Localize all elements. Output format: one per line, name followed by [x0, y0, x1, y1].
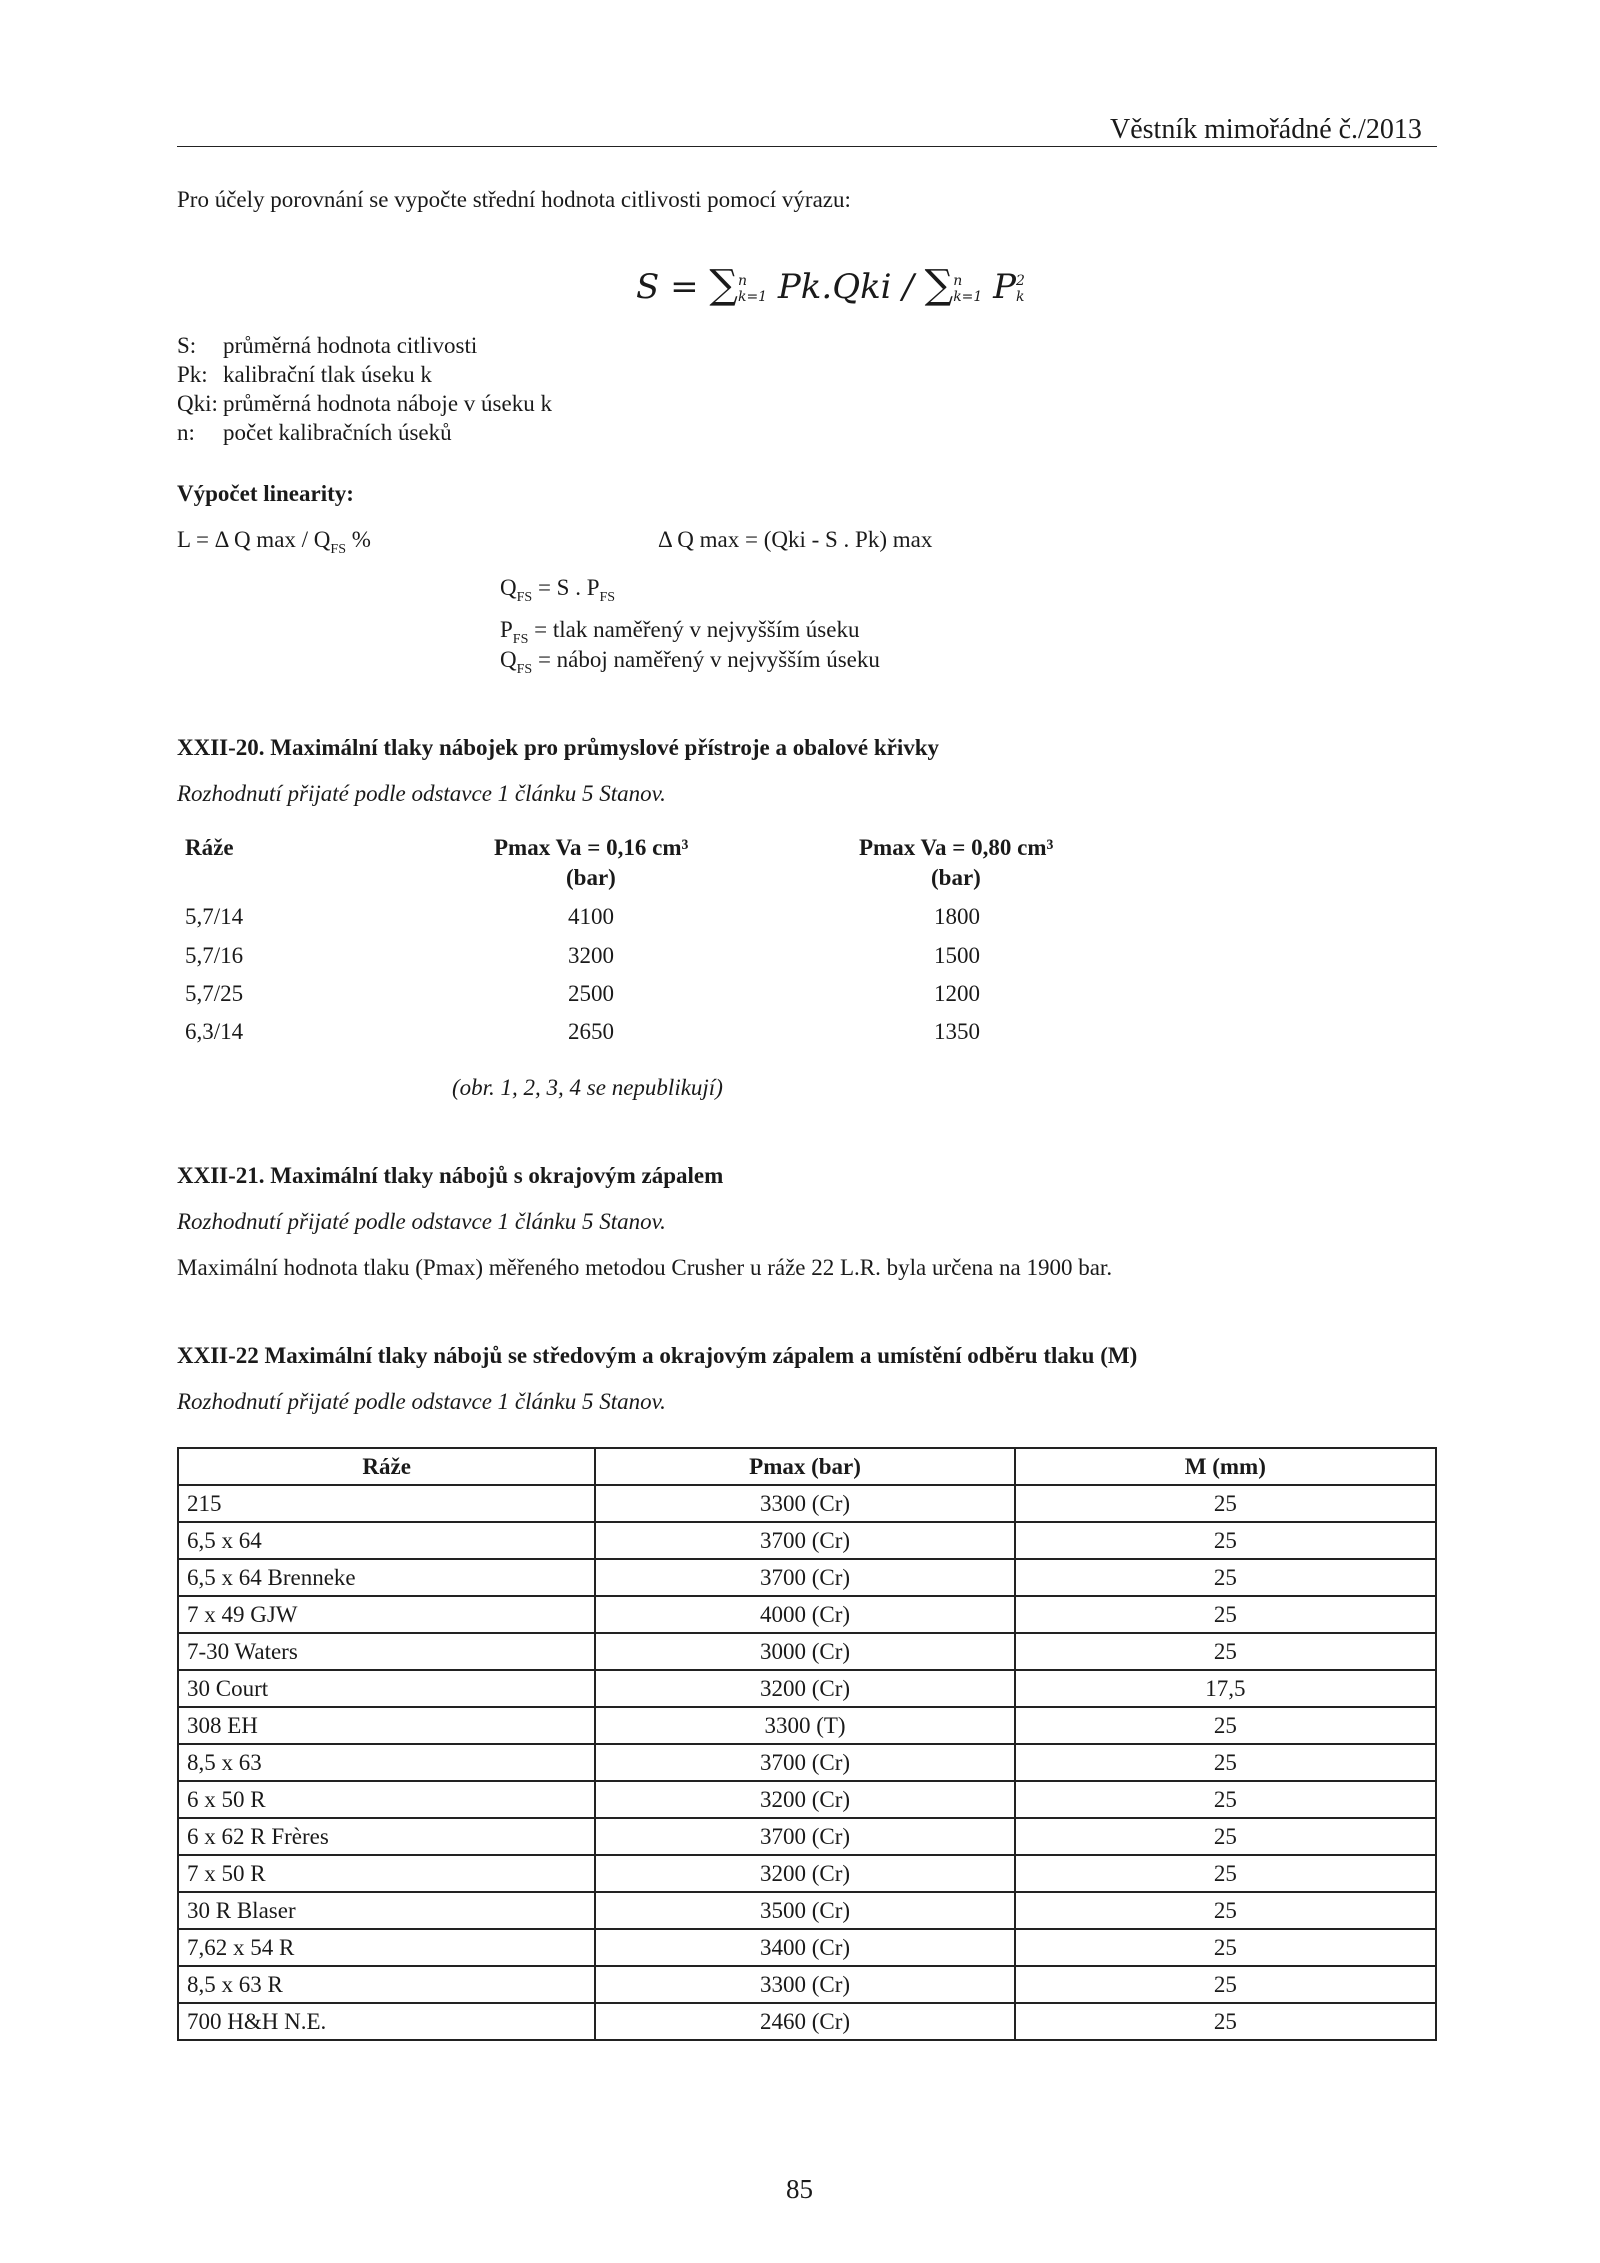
table-row: [178, 2003, 1436, 2040]
sum-limits-2: [953, 273, 982, 305]
cell-m: 25: [1015, 1522, 1436, 1559]
qfs-sub2: FS: [599, 590, 616, 605]
formula-exp: 2: [1016, 273, 1025, 289]
cell-pmax: 3300 (Cr): [595, 1485, 1014, 1522]
section-21-text: Maximální hodnota tlaku (Pmax) měřeného metodou Crusher u ráže 22 L.R. byla určena na 1900 bar.: [177, 1255, 1113, 1280]
table-row: [178, 1633, 1436, 1670]
cell-pmax: 4000 (Cr): [595, 1596, 1014, 1633]
sum-upper-1: n: [737, 273, 747, 289]
intro-text: Pro účely porovnání se vypočte střední hodnota citlivosti pomocí výrazu:: [177, 187, 851, 212]
col-header-m: M (mm): [1015, 1448, 1436, 1485]
linearity-heading: Výpočet linearity:: [177, 481, 354, 506]
s20-row-val-b: 1200: [934, 981, 980, 1006]
cell-m: 25: [1015, 1485, 1436, 1522]
table-row: [178, 1670, 1436, 1707]
s20-row-val-b: 1500: [934, 943, 980, 968]
s20-row-val-b: 1800: [934, 904, 980, 929]
linearity-eq-tail: %: [345, 527, 371, 552]
definition-row: [177, 332, 552, 361]
table-row: [178, 1522, 1436, 1559]
cell-m: 17,5: [1015, 1670, 1436, 1707]
definition-row: [177, 419, 552, 448]
cell-raze: 308 EH: [178, 1707, 595, 1744]
table-row: [178, 1596, 1436, 1633]
s20-row-raze: 5,7/14: [185, 904, 244, 929]
qfs-equation: [500, 574, 615, 606]
cell-m: 25: [1015, 1781, 1436, 1818]
cell-pmax: 3400 (Cr): [595, 1929, 1014, 1966]
s20-note: (obr. 1, 2, 3, 4 se nepublikují): [452, 1075, 723, 1100]
qfs2-a: Q: [500, 647, 517, 672]
s20-row-val-a: 4100: [568, 904, 614, 929]
definition-key: Qki:: [177, 391, 218, 416]
s20-row-val-a: 2650: [568, 1019, 614, 1044]
definition-key: Pk:: [177, 362, 208, 387]
table-row: [178, 1855, 1436, 1892]
table-row: [178, 1929, 1436, 1966]
table-row: [178, 1966, 1436, 2003]
sum-symbol-2: ∑: [924, 262, 954, 308]
cell-pmax: 3200 (Cr): [595, 1781, 1014, 1818]
definition-text: průměrná hodnota citlivosti: [223, 333, 478, 358]
cell-raze: 8,5 x 63: [178, 1744, 595, 1781]
definition-text: průměrná hodnota náboje v úseku k: [223, 391, 552, 416]
cell-m: 25: [1015, 1596, 1436, 1633]
cell-m: 25: [1015, 1892, 1436, 1929]
qfs-b: = S . P: [532, 575, 600, 600]
definition-key: S:: [177, 333, 197, 358]
cell-m: 25: [1015, 1966, 1436, 2003]
formula-term-2: P: [993, 267, 1017, 307]
cell-m: 25: [1015, 1929, 1436, 1966]
sensitivity-formula: [636, 262, 1025, 308]
cell-raze: 215: [178, 1485, 595, 1522]
s20-row-raze: 6,3/14: [185, 1019, 244, 1044]
formula-lhs: S =: [636, 267, 699, 307]
cell-m: 25: [1015, 1818, 1436, 1855]
cell-m: 25: [1015, 1559, 1436, 1596]
cell-raze: 30 Court: [178, 1670, 595, 1707]
table-row: [178, 1559, 1436, 1596]
pfs-definition: [500, 616, 859, 648]
linearity-eq-sub: FS: [330, 542, 346, 557]
cell-raze: 6,5 x 64 Brenneke: [178, 1559, 595, 1596]
definition-text: kalibrační tlak úseku k: [223, 362, 432, 387]
pfs-sub: FS: [512, 632, 529, 647]
sum-limits-1: [738, 273, 767, 305]
s20-row-val-a: 2500: [568, 981, 614, 1006]
cell-pmax: 3200 (Cr): [595, 1670, 1014, 1707]
cell-raze: 700 H&H N.E.: [178, 2003, 595, 2040]
cell-m: 25: [1015, 1633, 1436, 1670]
cell-raze: 7 x 50 R: [178, 1855, 595, 1892]
cell-raze: 8,5 x 63 R: [178, 1966, 595, 2003]
qfs-definition: [500, 646, 880, 678]
cell-pmax: 3000 (Cr): [595, 1633, 1014, 1670]
cell-pmax: 3700 (Cr): [595, 1522, 1014, 1559]
journal-header: Věstník mimořádné č./2013: [1110, 114, 1422, 145]
cell-raze: 30 R Blaser: [178, 1892, 595, 1929]
pfs-a: P: [500, 617, 513, 642]
table-row: [178, 1781, 1436, 1818]
cell-raze: 7 x 49 GJW: [178, 1596, 595, 1633]
section-21-decision: Rozhodnutí přijaté podle odstavce 1 článku 5 Stanov.: [177, 1209, 666, 1234]
cell-m: 25: [1015, 1707, 1436, 1744]
cell-pmax: 3700 (Cr): [595, 1744, 1014, 1781]
cell-raze: 7,62 x 54 R: [178, 1929, 595, 1966]
cell-pmax: 3300 (Cr): [595, 1966, 1014, 2003]
cell-pmax: 3700 (Cr): [595, 1818, 1014, 1855]
definition-row: [177, 361, 552, 390]
s20-row-val-b: 1350: [934, 1019, 980, 1044]
s20-col-pmax-080: Pmax Va = 0,80 cm³: [859, 835, 1054, 860]
table-row: [178, 1485, 1436, 1522]
section-21-title: XXII-21. Maximální tlaky nábojů s okrajovým zápalem: [177, 1163, 724, 1188]
sum-upper-2: n: [953, 273, 963, 289]
definition-key: n:: [177, 420, 195, 445]
sum-lower-2: k=1: [953, 289, 983, 305]
linearity-eq-main: L = Δ Q max / Q: [177, 527, 331, 552]
formula-idx: k: [1016, 289, 1025, 305]
cell-pmax: 3500 (Cr): [595, 1892, 1014, 1929]
section-20-decision: Rozhodnutí přijaté podle odstavce 1 článku 5 Stanov.: [177, 781, 666, 806]
s20-col-unit-1: (bar): [566, 865, 616, 890]
header-rule: [177, 146, 1437, 147]
pressure-table: [177, 1447, 1437, 2041]
definition-row: [177, 390, 552, 419]
cell-raze: 7-30 Waters: [178, 1633, 595, 1670]
cell-m: 25: [1015, 2003, 1436, 2040]
formula-term-1: Pk.Qki /: [777, 267, 914, 307]
cell-raze: 6 x 62 R Frères: [178, 1818, 595, 1855]
cell-m: 25: [1015, 1855, 1436, 1892]
qfs-a: Q: [500, 575, 517, 600]
cell-pmax: 3700 (Cr): [595, 1559, 1014, 1596]
definition-list: [177, 332, 552, 448]
table-row: [178, 1892, 1436, 1929]
cell-raze: 6,5 x 64: [178, 1522, 595, 1559]
cell-m: 25: [1015, 1744, 1436, 1781]
section-22-decision: Rozhodnutí přijaté podle odstavce 1 článku 5 Stanov.: [177, 1389, 666, 1414]
pfs-b: = tlak naměřený v nejvyšším úseku: [528, 617, 860, 642]
cell-pmax: 3300 (T): [595, 1707, 1014, 1744]
table-header-row: [178, 1448, 1436, 1485]
delta-q-equation: Δ Q max = (Qki - S . Pk) max: [658, 527, 933, 552]
col-header-raze: Ráže: [178, 1448, 595, 1485]
col-header-pmax: Pmax (bar): [595, 1448, 1014, 1485]
s20-col-unit-2: (bar): [931, 865, 981, 890]
page-number: 85: [786, 2174, 813, 2204]
qfs2-sub: FS: [516, 662, 533, 677]
cell-pmax: 2460 (Cr): [595, 2003, 1014, 2040]
section-20-title: XXII-20. Maximální tlaky nábojek pro průmyslové přístroje a obalové křivky: [177, 735, 940, 760]
table-row: [178, 1818, 1436, 1855]
s20-row-val-a: 3200: [568, 943, 614, 968]
sum-lower-1: k=1: [737, 289, 768, 305]
sum-symbol-1: ∑: [709, 262, 738, 308]
cell-pmax: 3200 (Cr): [595, 1855, 1014, 1892]
qfs-sub: FS: [516, 590, 533, 605]
definition-text: počet kalibračních úseků: [223, 420, 452, 445]
section-22-title: XXII-22 Maximální tlaky nábojů se středovým a okrajovým zápalem a umístění odběru tlaku (M): [177, 1343, 1138, 1368]
linearity-equation: [177, 526, 371, 558]
s20-col-pmax-016: Pmax Va = 0,16 cm³: [494, 835, 689, 860]
s20-row-raze: 5,7/16: [185, 943, 244, 968]
formula-exp-idx: [1016, 273, 1025, 305]
table-row: [178, 1707, 1436, 1744]
s20-row-raze: 5,7/25: [185, 981, 244, 1006]
table-row: [178, 1744, 1436, 1781]
s20-col-raze: Ráže: [185, 835, 234, 860]
cell-raze: 6 x 50 R: [178, 1781, 595, 1818]
qfs2-b: = náboj naměřený v nejvyšším úseku: [532, 647, 880, 672]
